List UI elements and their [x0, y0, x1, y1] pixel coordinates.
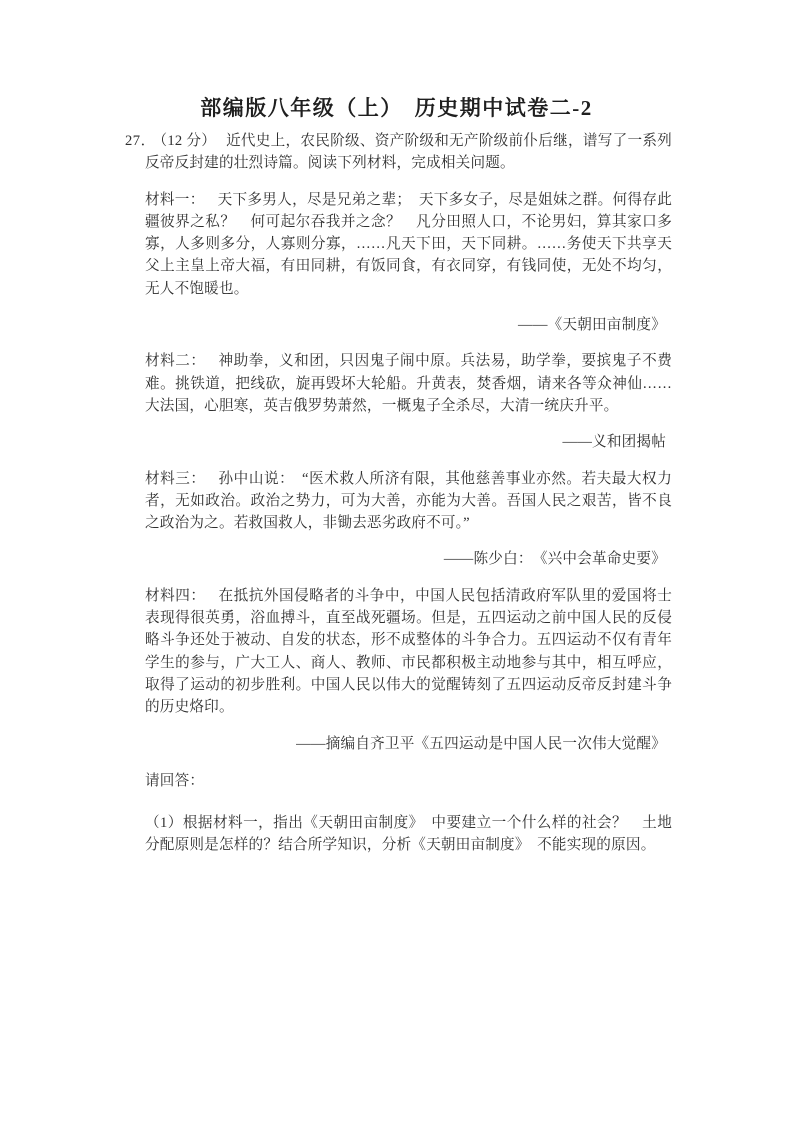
- material-2-block: [125, 350, 672, 453]
- material-4-text: 在抵抗外国侵略者的斗争中，中国人民包括清政府军队里的爱国将士表现得很英勇，浴血搏斗，直至战死疆场。但是，五四运动之前中国人民的反侵略斗争还处于被动、自发的状态，形不成整体的斗争合力。五四运动不仅有青年学生的参与，广大工人、商人、教师、市民都积极主动地参与其中，相互呼应，取得了运动的初步胜利。中国人民以伟大的觉醒铸刻了五四运动反帝反封建斗争的历史烙印。: [145, 587, 672, 716]
- material-2-text: 神助拳，义和团，只因鬼子闹中原。兵法易，助学拳，要摈鬼子不费难。挑铁道，把线砍，旋再毁坏大轮船。升黄表，焚香烟，请来各等众神仙……大法国，心胆寒，英吉俄罗势萧然，一概鬼子全杀尽，大清一统庆升平。: [145, 353, 672, 414]
- material-1-text: 天下多男人，尽是兄弟之辈； 天下多女子，尽是姐妹之群。何得存此疆彼界之私？ 何可起尔吞我并之念？ 凡分田照人口，不论男妇，算其家口多寡，人多则多分，人寡则分寡，……凡天下田，天下同耕。……务使天下共享天父上主皇上帝大福，有田同耕，有饭同食，有衣同穿，有钱同使，无处不均匀，无人不饱暖也。: [145, 191, 672, 297]
- material-4-source: ——摘编自齐卫平《五四运动是中国人民一次伟大觉醒》: [296, 735, 666, 752]
- question-27-section: [125, 130, 672, 857]
- material-1-paragraph: [145, 189, 672, 300]
- question-number: 27．: [125, 133, 156, 149]
- material-1-label: 材料一：: [145, 191, 205, 208]
- material-1-block: [125, 189, 672, 337]
- material-3-paragraph: [145, 468, 672, 535]
- question-score: （12 分）: [159, 133, 217, 149]
- material-2-label: 材料二：: [145, 353, 206, 370]
- material-3-source: ——陈少白： 《兴中会革命史要》: [443, 551, 666, 568]
- sub-question-1: （1）根据材料一，指出《天朝田亩制度》 中要建立一个什么样的社会？ 土地分配原则是怎样的？结合所学知识，分析《天朝田亩制度》 不能实现的原因。: [145, 815, 672, 854]
- material-2-source: ——义和团揭帖: [562, 434, 666, 451]
- question-intro-paragraph: [125, 130, 672, 175]
- material-4-label: 材料四：: [145, 587, 206, 604]
- material-2-paragraph: [145, 350, 672, 417]
- material-3-block: [125, 468, 672, 571]
- material-1-source: ——《天朝田亩制度》: [518, 317, 666, 334]
- material-3-text: 孙中山说： “医术救人所济有限，其他慈善事业亦然。若夫最大权力者，无如政治。政治之势力，可为大善，亦能为大善。吾国人民之艰苦，皆不良之政治为之。若救国救人，非锄去恶劣政府不可。”: [145, 470, 672, 532]
- answer-prompt: 请回答：: [145, 772, 205, 789]
- material-3-label: 材料三：: [145, 470, 206, 487]
- material-4-paragraph: [145, 585, 672, 719]
- page-title: 部编版八年级（上） 历史期中试卷二-2: [200, 96, 593, 120]
- question-intro-text: 近代史上，农民阶级、资产阶级和无产阶级前仆后继，谱写了一系列反帝反封建的壮烈诗篇。阅读下列材料，完成相关问题。: [145, 133, 672, 172]
- material-4-block: [125, 585, 672, 755]
